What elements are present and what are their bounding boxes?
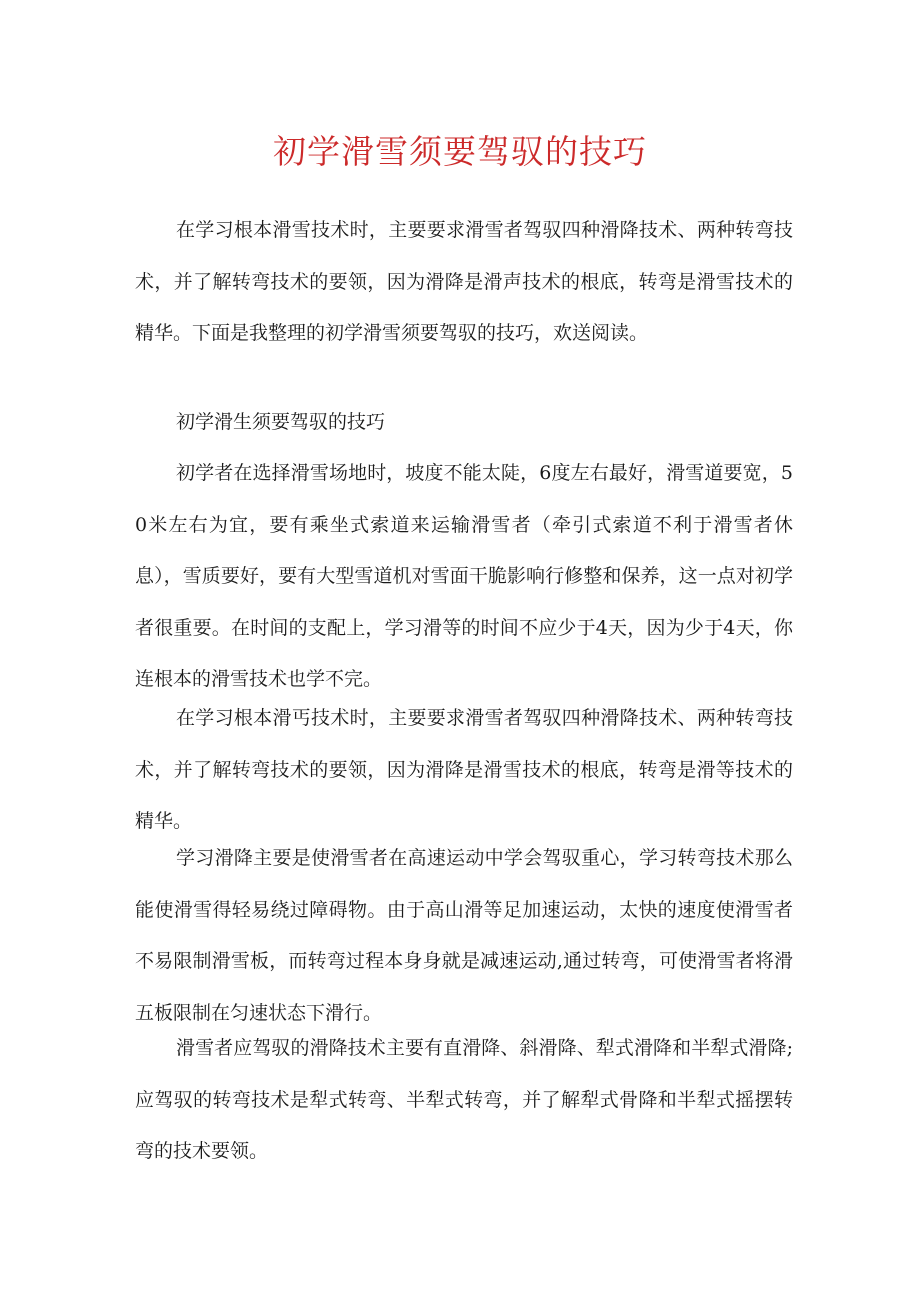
body-paragraph: 学习滑降主要是使滑雪者在高速运动中学会驾驭重心，学习转弯技术那么能使滑雪得轻易绕过障碍物。由于高山滑等足加速运动，太快的速度使滑雪者不易限制滑雪板，而转弯过程本身身就是减速运动,通过转弯，可使滑雪者将滑五板限制在匀速状态下滑行。 xyxy=(135,847,793,1024)
section-subheading: 初学滑生须要驾驭的技巧 xyxy=(176,411,386,433)
document-title: 初学滑雪须要驾驭的技巧 xyxy=(273,132,647,171)
body-paragraph: 滑雪者应驾驭的滑降技术主要有直滑降、斜滑降、犁式滑降和半犁式滑降;应驾驭的转弯技术是犁式转弯、半犁式转弯，并了解犁式骨降和半犁式摇摆转弯的技术要领。 xyxy=(135,1037,793,1162)
intro-paragraph: 在学习根本滑雪技术时，主要要求滑雪者驾驭四种滑降技术、两种转弯技术，并了解转弯技术的要领，因为滑降是滑声技术的根底，转弯是滑雪技术的精华。下面是我整理的初学滑雪须要驾驭的技巧，欢送阅读。 xyxy=(135,219,793,344)
body-paragraph: 在学习根本滑丐技术时，主要要求滑雪者驾驭四种滑降技术、两种转弯技术，并了解转弯技术的要领，因为滑降是滑雪技术的根底，转弯是滑等技术的精华。 xyxy=(135,707,793,832)
body-paragraph: 初学者在选择滑雪场地时，坡度不能太陡，6度左右最好，滑雪道要宽，50米左右为宜，要有乘坐式索道来运输滑雪者（牵引式索道不利于滑雪者休息），雪质要好，要有大型雪道机对雪面干脆影响行修整和保养，这一点对初学者很重要。在时间的支配上，学习滑等的时间不应少于4天，因为少于4天，你连根本的滑雪技术也学不完。 xyxy=(135,462,793,690)
